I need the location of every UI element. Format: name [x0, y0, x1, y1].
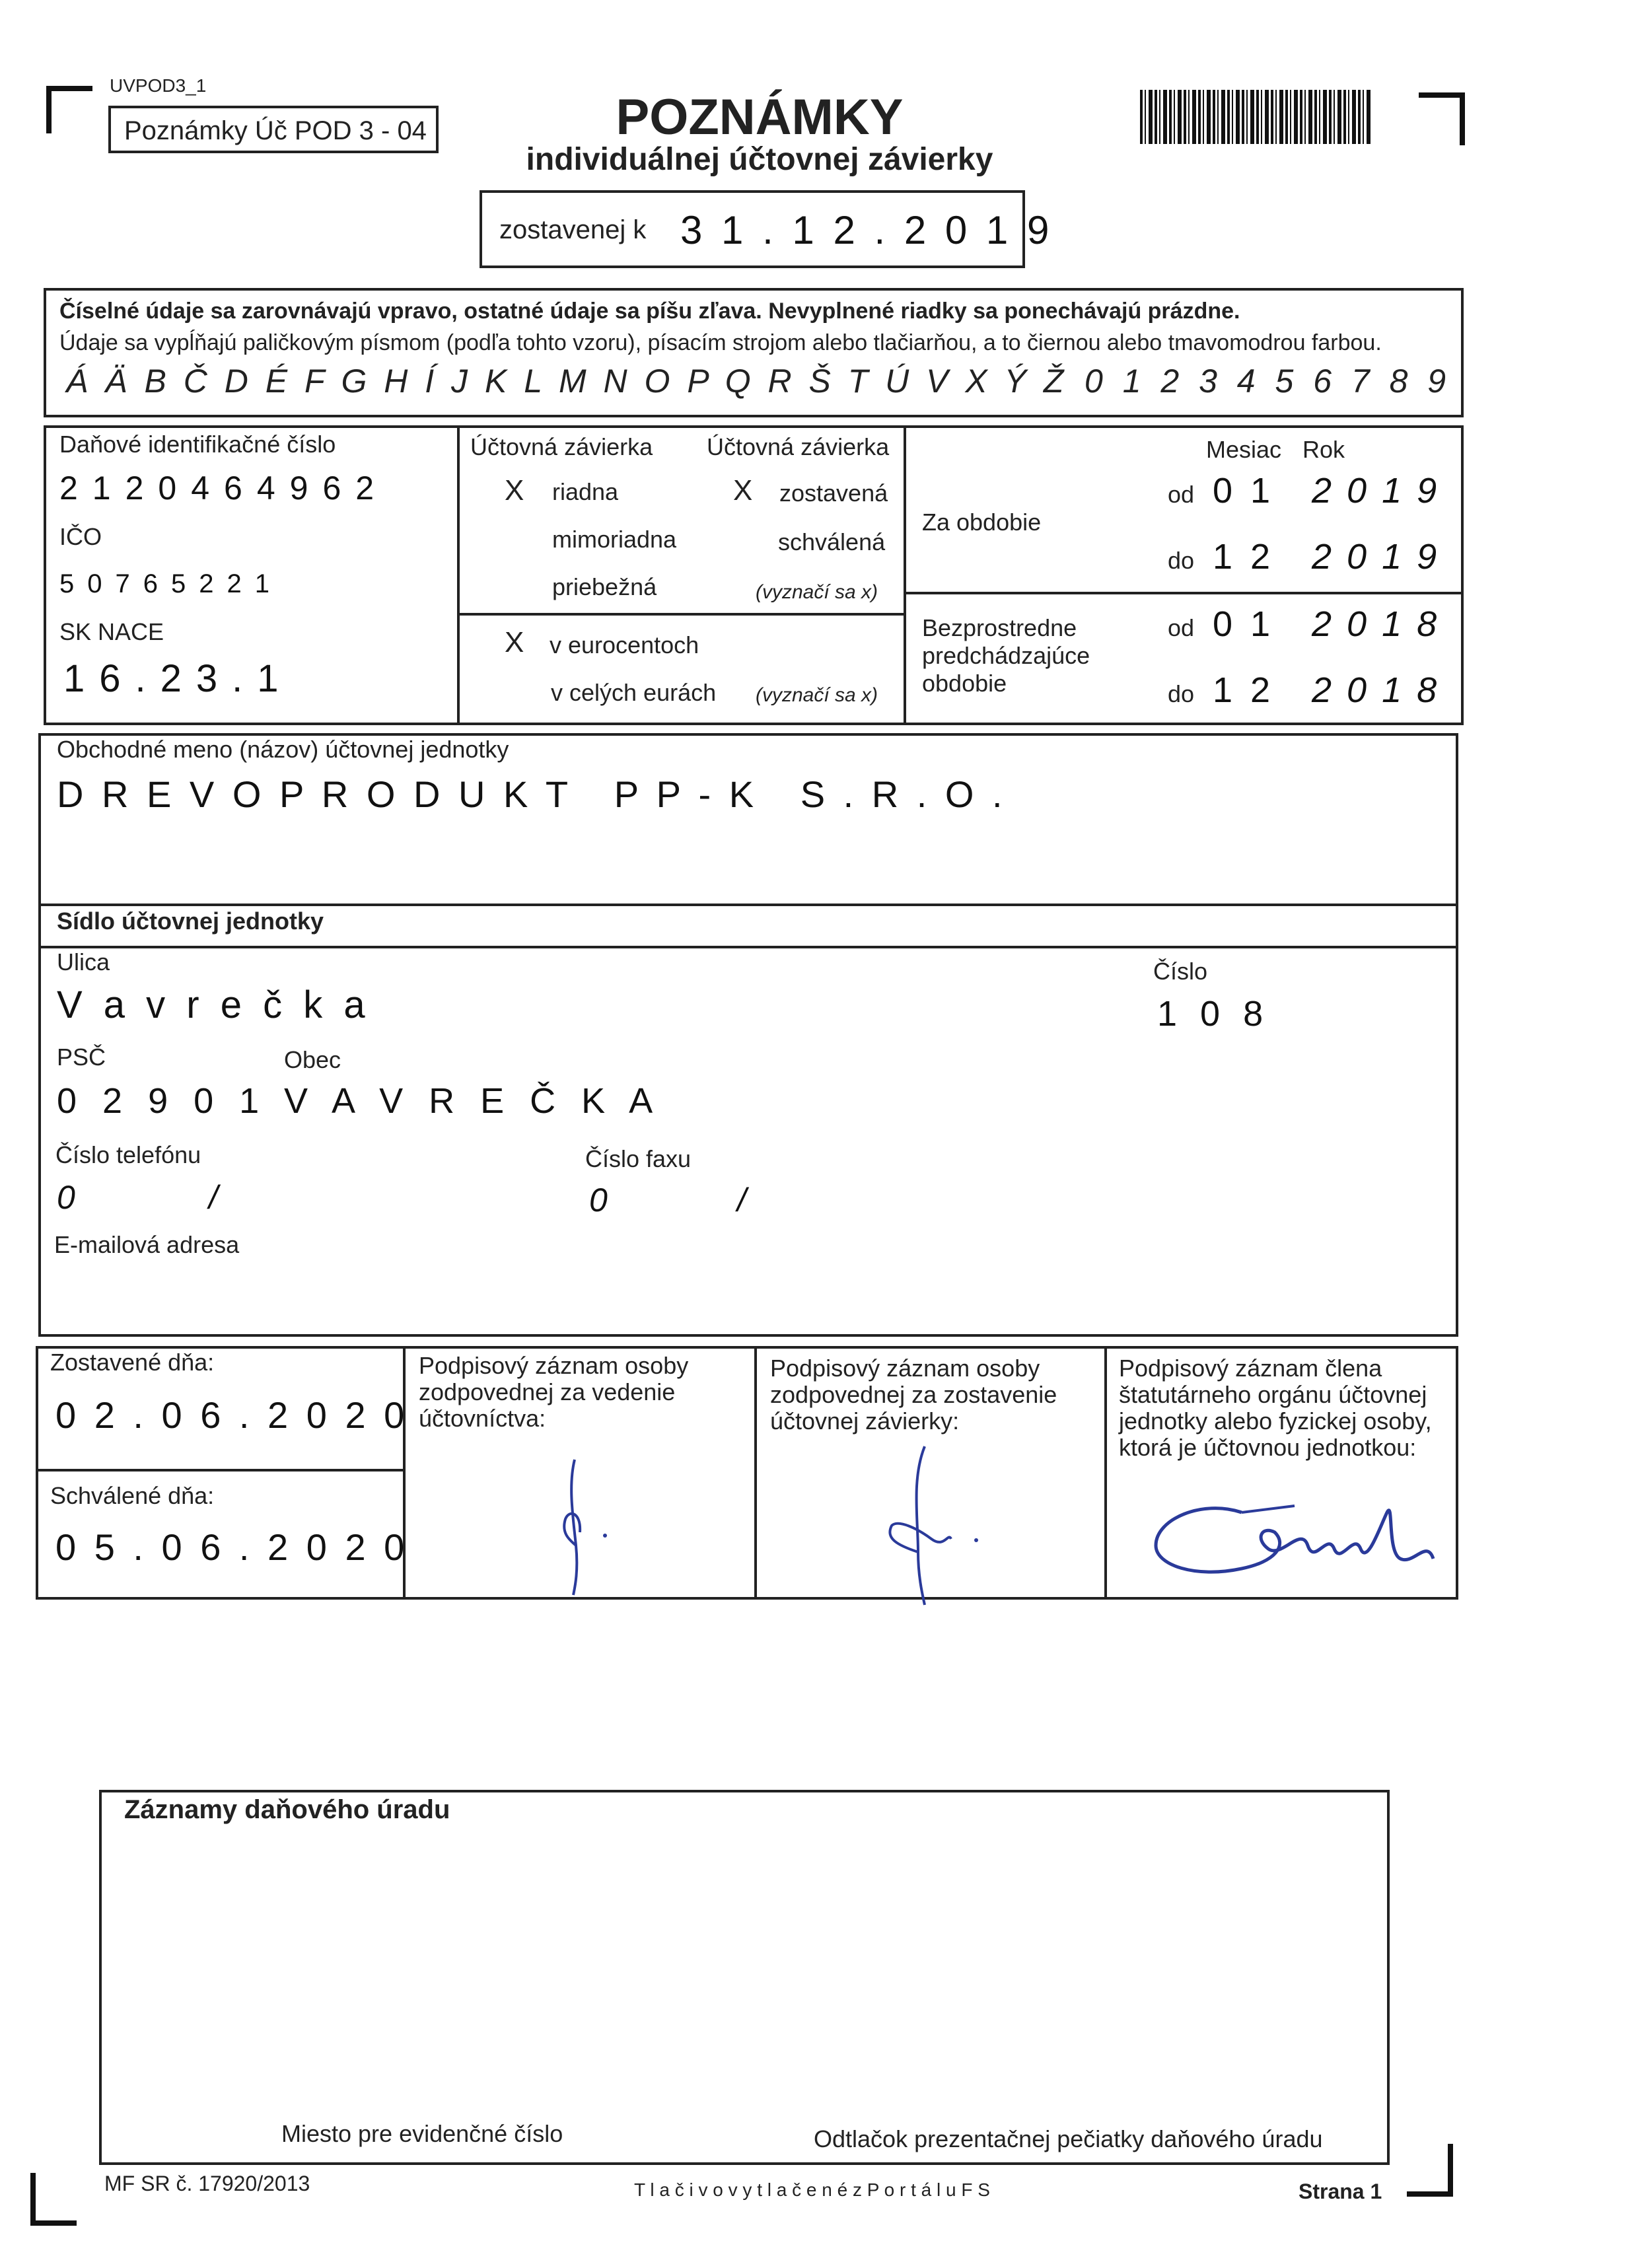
signature-2 [872, 1440, 991, 1612]
to-label: do [1168, 547, 1195, 574]
mark-note: (vyznačí sa x) [756, 581, 878, 603]
fax-label: Číslo faxu [585, 1145, 692, 1172]
ico-value: 50765221 [59, 569, 283, 598]
month-header: Mesiac [1206, 436, 1282, 463]
previous-period-label-3: obdobie [922, 670, 1007, 697]
statement-type-header-1: Účtovná závierka [470, 433, 653, 460]
city-label: Obec [284, 1046, 341, 1073]
sample-alphabet: Á Ä B Č D É F G H Í J K L M N O P Q R Š T Ú V X Ý Ž [66, 363, 1068, 400]
previous-period-label-2: predchádzajúce [922, 642, 1090, 669]
divider [1104, 1346, 1107, 1600]
sig1-label: Podpisový záznam osoby zodpovednej za vedenie účtovníctva: [419, 1352, 689, 1432]
page-subtitle: individuálnej účtovnej závierky [526, 142, 993, 177]
zostavena-label: zostavená [779, 479, 888, 507]
compiled-date-label: zostavenej k [499, 215, 647, 244]
page-title: POZNÁMKY [616, 89, 904, 145]
company-section [38, 733, 1458, 1337]
current-from-year: 2 0 1 9 [1312, 471, 1440, 511]
tax-office-section [99, 1790, 1390, 2165]
phone-label: Číslo telefónu [55, 1141, 201, 1168]
from-label-2: od [1168, 614, 1195, 641]
corner-mark-br-h [1407, 2191, 1453, 2197]
page-number: Strana 1 [1299, 2179, 1382, 2203]
zip-value: 0 2 9 0 1 [57, 1081, 267, 1121]
current-to-year: 2 0 1 9 [1312, 537, 1440, 577]
corner-mark-tr-v [1460, 92, 1465, 145]
email-label: E-mailová adresa [54, 1231, 240, 1258]
divider [38, 946, 1458, 948]
compiled-on-label: Zostavené dňa: [50, 1349, 215, 1376]
nace-label: SK NACE [59, 618, 164, 645]
compiled-date-box [480, 190, 1053, 268]
corner-mark-tr [1419, 92, 1465, 98]
approved-on-value: 0 5 . 0 6 . 2 0 2 0 [55, 1526, 409, 1568]
corner-mark-tl [46, 86, 92, 91]
registry-number-label: Miesto pre evidenčné číslo [281, 2120, 563, 2147]
mimoriadna-label: mimoriadna [552, 526, 677, 553]
dic-label: Daňové identifikačné číslo [59, 431, 336, 458]
divider [754, 1346, 757, 1600]
eurocent-mark[interactable]: X [505, 626, 524, 658]
divider [36, 1469, 404, 1471]
signature-3 [1143, 1486, 1446, 1592]
form-name-box [108, 106, 439, 153]
instructions-line-1: Číselné údaje sa zarovnávajú vpravo, ostatné údaje sa píšu zľava. Nevyplnené riadky sa ponechávajú prázdne. [59, 299, 1240, 324]
previous-period-label-1: Bezprostredne [922, 614, 1077, 641]
mark-note-2: (vyznačí sa x) [756, 684, 878, 706]
zostavena-mark[interactable]: X [733, 474, 753, 507]
eurocent-label: v eurocentoch [550, 631, 699, 658]
number-label: Číslo [1153, 958, 1208, 985]
stamp-label: Odtlačok prezentačnej pečiatky daňového úradu [814, 2125, 1323, 2152]
company-name-value: D R E V O P R O D U K T P P - K S . R . O . [57, 773, 1007, 815]
form-code: UVPOD3_1 [110, 75, 207, 96]
previous-to-month: 1 2 [1213, 670, 1275, 710]
statement-type-header-2: Účtovná závierka [707, 433, 890, 460]
barcode [1140, 90, 1371, 144]
street-label: Ulica [57, 948, 110, 975]
divider [904, 592, 1464, 594]
corner-mark-bl-h [30, 2220, 77, 2226]
corner-mark-tl-v [46, 86, 52, 133]
fax-separator: / [737, 1182, 757, 1219]
corner-mark-br [1448, 2144, 1453, 2197]
address-section-label: Sídlo účtovnej jednotky [57, 907, 324, 935]
schvalena-label: schválená [778, 528, 886, 555]
divider [457, 425, 460, 725]
divider [38, 904, 1458, 906]
city-value: V A V R E Č K A [284, 1081, 661, 1121]
riadna-label: riadna [552, 478, 619, 505]
current-from-month: 0 1 [1213, 471, 1275, 511]
riadna-mark[interactable]: X [505, 474, 524, 507]
form-name: Poznámky Úč POD 3 - 04 [124, 116, 427, 145]
approved-on-label: Schválené dňa: [50, 1482, 215, 1509]
phone-separator: / [209, 1179, 229, 1216]
tax-office-title: Záznamy daňového úradu [124, 1795, 450, 1824]
compiled-on-value: 0 2 . 0 6 . 2 0 2 0 [55, 1394, 409, 1436]
number-value: 1 0 8 [1157, 994, 1270, 1034]
compiled-date-value: 3 1 . 1 2 . 2 0 1 9 [680, 208, 1053, 252]
divider [457, 613, 904, 616]
previous-from-year: 2 0 1 8 [1312, 604, 1440, 644]
current-period-label: Za obdobie [922, 509, 1042, 536]
instructions-box [44, 288, 1464, 417]
phone-prefix: 0 [57, 1179, 86, 1216]
to-label-2: do [1168, 680, 1195, 707]
priebezna-label: priebežná [552, 573, 657, 600]
from-label: od [1168, 481, 1195, 508]
current-to-month: 1 2 [1213, 537, 1275, 577]
fax-prefix: 0 [589, 1182, 618, 1219]
sig3-label: Podpisový záznam člena štatutárneho orgánu účtovnej jednotky alebo fyzickej osoby, ktorá je účtovnou jednotkou: [1119, 1355, 1432, 1461]
signature-1 [542, 1446, 621, 1598]
previous-from-month: 0 1 [1213, 604, 1275, 644]
company-name-label: Obchodné meno (názov) účtovnej jednotky [57, 736, 509, 763]
ico-label: IČO [59, 523, 102, 550]
nace-value: 16.23.1 [63, 657, 293, 700]
divider [904, 425, 906, 725]
sig2-label: Podpisový záznam osoby zodpovednej za zostavenie účtovnej závierky: [770, 1355, 1057, 1435]
previous-to-year: 2 0 1 8 [1312, 670, 1440, 710]
ministry-code: MF SR č. 17920/2013 [104, 2172, 310, 2195]
corner-mark-bl [30, 2173, 36, 2226]
instructions-line-2: Údaje sa vypĺňajú paličkovým písmom (podľa tohto vzoru), písacím strojom alebo tlačiarňou, a to čiernou alebo tmavomodrou farbou. [59, 330, 1382, 355]
eur-label: v celých eurách [551, 679, 717, 706]
zip-label: PSČ [57, 1044, 106, 1071]
year-header: Rok [1302, 436, 1345, 463]
street-value: V a v r e č k a [57, 983, 371, 1026]
printed-from: T l a č i v o v y t l a č e n é z P o r t á l u F S [634, 2179, 990, 2200]
sample-digits: 0 1 2 3 4 5 6 7 8 9 [1085, 363, 1452, 400]
dic-value: 2120464962 [59, 470, 389, 507]
